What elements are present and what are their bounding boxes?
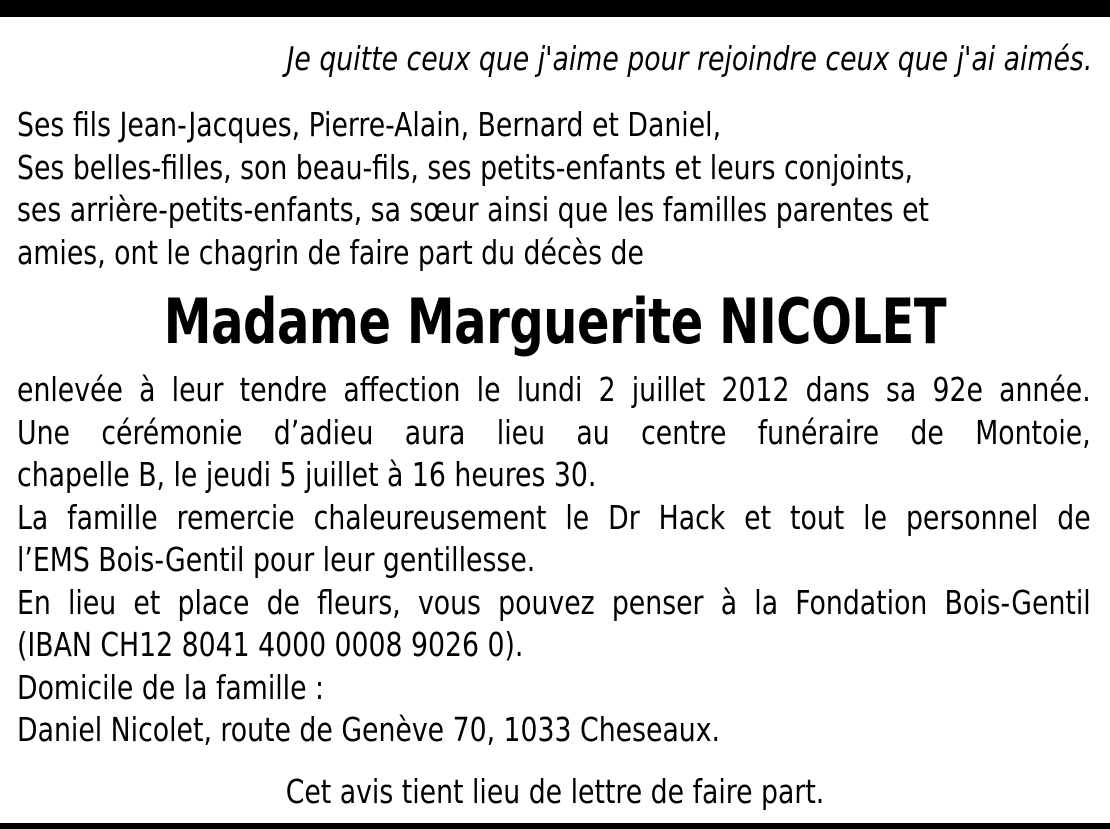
body-line: Daniel Nicolet, route de Genève 70, 1033 Cheseaux. bbox=[17, 710, 721, 749]
bottom-border-rule bbox=[0, 823, 1110, 829]
family-line: amies, ont le chagrin de faire part du décès de bbox=[17, 232, 644, 272]
body-line: l’EMS Bois-Gentil pour leur gentillesse. bbox=[17, 540, 536, 579]
body-line: (IBAN CH12 8041 4000 0008 9026 0). bbox=[17, 625, 524, 664]
top-border-rule bbox=[0, 0, 1110, 17]
body-line: Une cérémonie d’adieu aura lieu au centre funéraire de Montoie, bbox=[17, 412, 1091, 452]
family-line: ses arrière-petits-enfants, sa sœur ainsi que les familles parentes et bbox=[17, 190, 929, 229]
body-line: chapelle B, le jeudi 5 juillet à 16 heures 30. bbox=[17, 455, 597, 494]
obituary-body bbox=[17, 369, 1091, 752]
body-line: En lieu et place de fleurs, vous pouvez penser à la Fondation Bois-Gentil bbox=[17, 582, 1091, 622]
family-line: Ses belles-filles, son beau-fils, ses petits-enfants et leurs conjoints, bbox=[17, 147, 913, 187]
deceased-name: Madame Marguerite NICOLET bbox=[163, 285, 947, 358]
body-line: enlevée à leur tendre affection le lundi 2 juillet 2012 dans sa 92e année. bbox=[17, 370, 1091, 409]
closing-note: Cet avis tient lieu de lettre de faire part. bbox=[285, 772, 825, 811]
body-line: La famille remercie chaleureusement le Dr Hack et tout le personnel de bbox=[17, 497, 1091, 537]
body-line: Domicile de la famille : bbox=[17, 667, 325, 707]
epigraph: Je quitte ceux que j'aime pour rejoindre ceux que j'ai aimés. bbox=[286, 39, 1092, 78]
family-line: Ses fils Jean-Jacques, Pierre-Alain, Bernard et Daniel, bbox=[17, 105, 722, 144]
family-announcement bbox=[17, 104, 929, 274]
